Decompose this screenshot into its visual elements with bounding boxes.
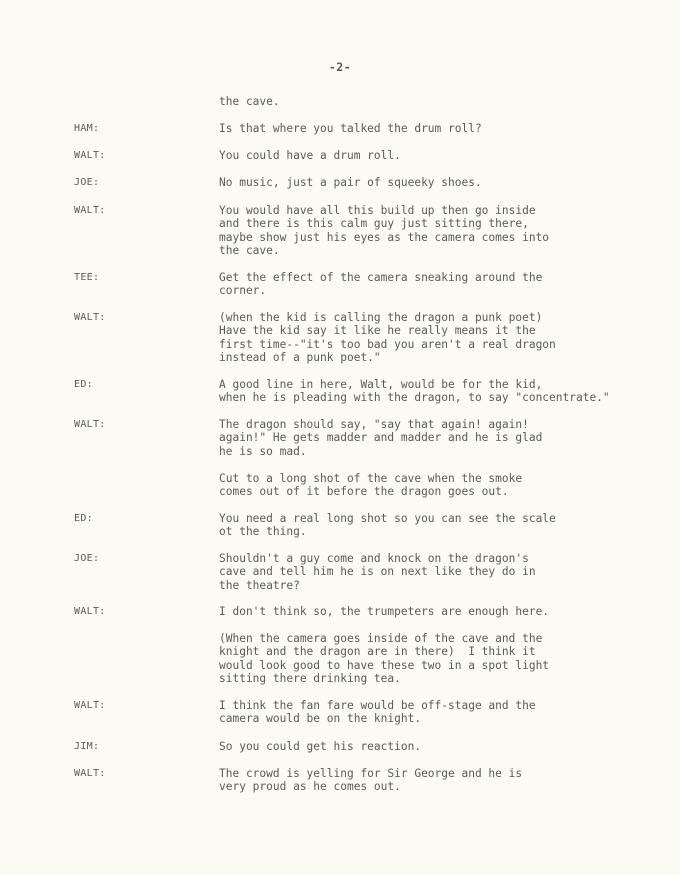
dialogue-line: cave and tell him he is on next like they do in (219, 565, 536, 579)
dialogue-line: Have the kid say it like he really means it the (219, 324, 536, 338)
dialogue-line: the cave. (219, 95, 280, 108)
dialogue-line: I don't think so, the trumpeters are enough here. (219, 605, 550, 618)
speaker-name: HAM: (74, 123, 100, 134)
dialogue-line: comes out of it before the dragon goes out. (219, 485, 509, 499)
dialogue-line: (when the kid is calling the dragon a punk poet) (219, 311, 543, 324)
dialogue-line: No music, just a pair of squeeky shoes. (219, 176, 482, 189)
dialogue-line: I think the fan fare would be off-stage and the (219, 699, 536, 712)
speaker-name: JOE: (74, 177, 100, 188)
dialogue-line: when he is pleading with the dragon, to say "concentrate." (219, 391, 610, 405)
speaker-name: JIM: (74, 741, 100, 752)
dialogue-line: Get the effect of the camera sneaking around the (219, 271, 543, 284)
speaker-name: JOE: (74, 553, 100, 564)
dialogue-line: Cut to a long shot of the cave when the smoke (219, 472, 523, 485)
speaker-name: WALT: (74, 312, 106, 323)
dialogue-line: ot the thing. (219, 525, 307, 539)
speaker-name: WALT: (74, 419, 106, 430)
dialogue-line: would look good to have these two in a spot light (219, 658, 550, 672)
dialogue-line: Shouldn't a guy come and knock on the dragon's (219, 552, 529, 565)
dialogue-line: again!" He gets madder and madder and he is glad (219, 431, 543, 445)
speaker-name: WALT: (74, 150, 106, 161)
speaker-name: WALT: (74, 606, 106, 617)
dialogue-line: maybe show just his eyes as the camera comes into (219, 230, 550, 244)
dialogue-line: the cave. (219, 244, 280, 258)
speaker-name: ED: (74, 513, 93, 524)
dialogue-line: sitting there drinking tea. (219, 672, 401, 686)
dialogue-line: The crowd is yelling for Sir George and he is (219, 767, 523, 780)
dialogue-line: and there is this calm guy just sitting there, (219, 217, 529, 231)
dialogue-line: Is that where you talked the drum roll? (219, 122, 482, 135)
dialogue-line: You need a real long shot so you can see the scale (219, 512, 556, 525)
dialogue-line: very proud as he comes out. (219, 780, 401, 794)
dialogue-line: (When the camera goes inside of the cave and the (219, 632, 543, 645)
speaker-name: WALT: (74, 205, 106, 216)
dialogue-line: corner. (219, 284, 267, 298)
speaker-name: WALT: (74, 700, 106, 711)
speaker-name: TEE: (74, 272, 100, 283)
dialogue-line: knight and the dragon are in there) I think it (219, 645, 536, 659)
dialogue-line: So you could get his reaction. (219, 740, 422, 753)
dialogue-line: A good line in here, Walt, would be for the kid, (219, 378, 543, 391)
speaker-name: WALT: (74, 768, 106, 779)
dialogue-line: he is so mad. (219, 444, 307, 458)
speaker-name: ED: (74, 379, 93, 390)
page-number: -2- (328, 60, 352, 74)
dialogue-line: the theatre? (219, 578, 300, 592)
dialogue-line: You would have all this build up then go inside (219, 204, 536, 217)
dialogue-line: camera would be on the knight. (219, 712, 422, 726)
dialogue-line: instead of a punk poet." (219, 351, 381, 365)
dialogue-line: The dragon should say, "say that again! again! (219, 418, 529, 431)
dialogue-line: first time--"it's too bad you aren't a real dragon (219, 337, 556, 351)
dialogue-line: You could have a drum roll. (219, 149, 401, 162)
